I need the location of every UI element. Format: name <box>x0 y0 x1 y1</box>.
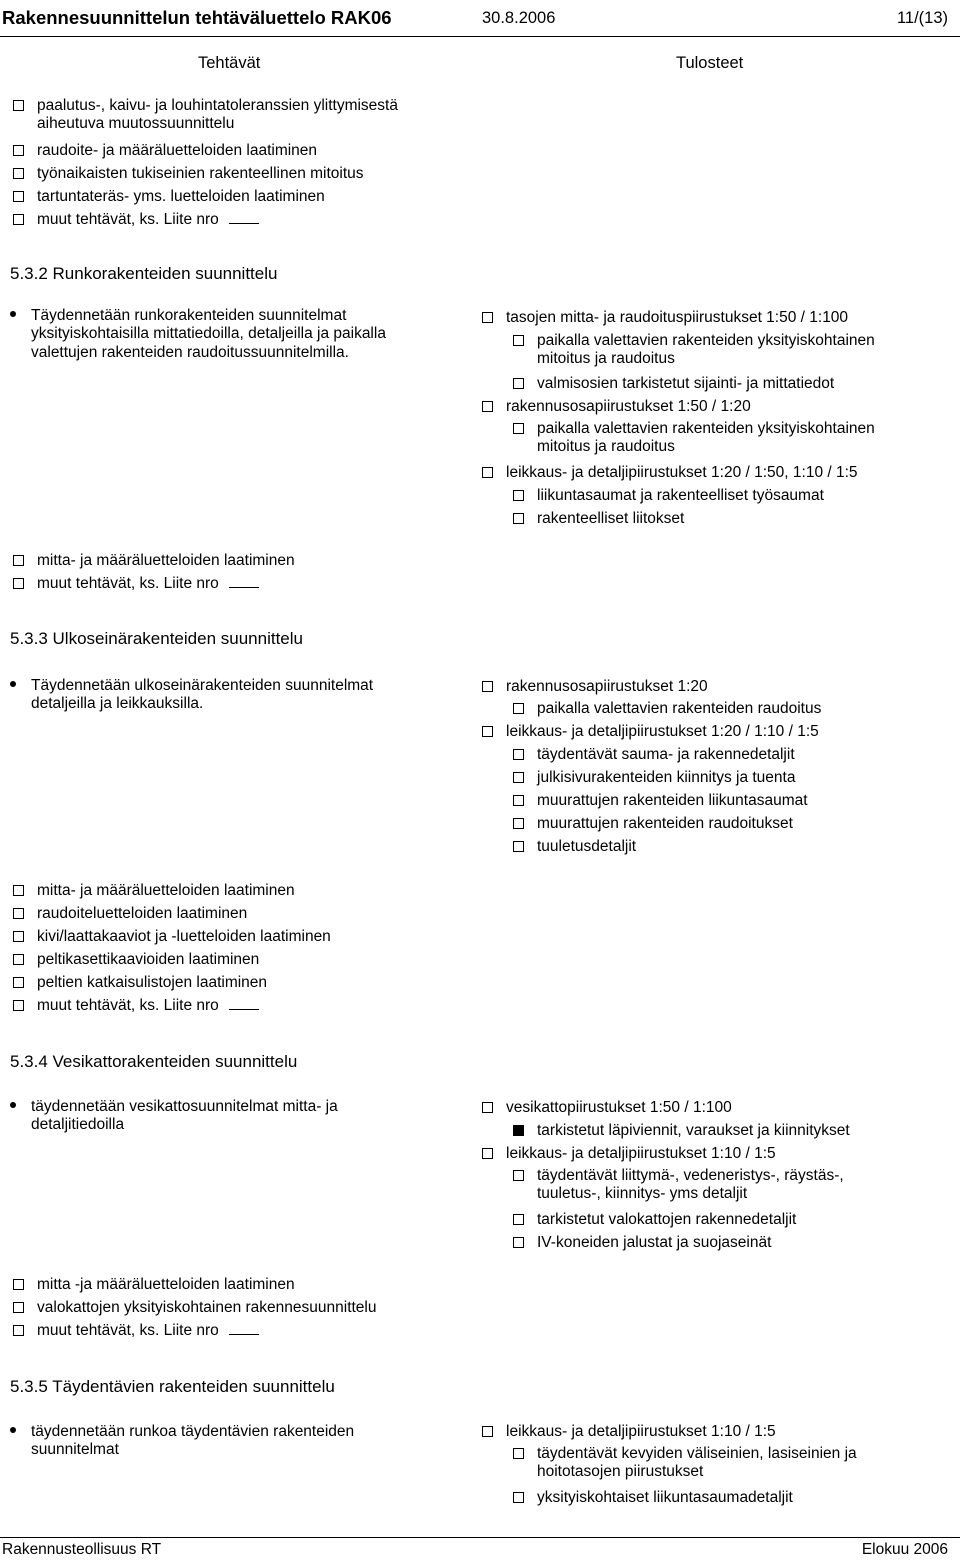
checkbox-icon[interactable] <box>513 703 524 714</box>
task-item: mitta- ja määräluetteloiden laatiminen <box>13 882 295 900</box>
output-subitem: julkisivurakenteiden kiinnitys ja tuenta <box>513 769 795 787</box>
checkbox-icon[interactable] <box>13 168 24 179</box>
column-heading-tasks: Tehtävät <box>198 54 261 72</box>
checkbox-icon[interactable] <box>482 467 493 478</box>
checkbox-icon[interactable] <box>482 401 493 412</box>
checkbox-icon[interactable] <box>513 335 524 346</box>
checkbox-icon[interactable] <box>482 726 493 737</box>
attachment-number-blank[interactable] <box>229 575 259 588</box>
attachment-number-blank[interactable] <box>229 1322 259 1335</box>
section-heading-5-3-2: 5.3.2 Runkorakenteiden suunnittelu <box>10 264 278 283</box>
output-item: leikkaus- ja detaljipiirustukset 1:20 / 1:50, 1:10 / 1:5 <box>482 464 858 482</box>
task-item: kivi/laattakaaviot ja -luetteloiden laatiminen <box>13 928 331 946</box>
output-item: leikkaus- ja detaljipiirustukset 1:10 / 1:5 <box>482 1145 776 1163</box>
checked-checkbox-icon[interactable] <box>513 1125 524 1136</box>
output-subitem: valmisosien tarkistetut sijainti- ja mittatiedot <box>513 375 834 393</box>
checkbox-icon[interactable] <box>513 1170 524 1181</box>
output-subitem: täydentävät sauma- ja rakennedetaljit <box>513 746 795 764</box>
document-date: 30.8.2006 <box>482 9 556 27</box>
bullet-description: täydennetään runkoa täydentävien rakenteiden suunnitelmat <box>10 1423 354 1460</box>
checkbox-icon[interactable] <box>513 490 524 501</box>
bullet-description: täydennetään vesikattosuunnitelmat mitta- ja detaljitiedoilla <box>10 1098 338 1135</box>
checkbox-icon[interactable] <box>482 312 493 323</box>
checkbox-icon[interactable] <box>13 1325 24 1336</box>
checkbox-icon[interactable] <box>13 214 24 225</box>
output-subitem: paikalla valettavien rakenteiden yksityiskohtainen mitoitus ja raudoitus <box>513 332 875 369</box>
attachment-number-blank[interactable] <box>229 211 259 224</box>
task-item: peltien katkaisulistojen laatiminen <box>13 974 267 992</box>
checkbox-icon[interactable] <box>13 977 24 988</box>
checkbox-icon[interactable] <box>513 818 524 829</box>
task-item: muut tehtävät, ks. Liite nro <box>13 1322 259 1340</box>
section-heading-5-3-4: 5.3.4 Vesikattorakenteiden suunnittelu <box>10 1052 298 1071</box>
checkbox-icon[interactable] <box>13 885 24 896</box>
bullet-icon <box>10 1427 16 1433</box>
checkbox-icon[interactable] <box>513 1448 524 1459</box>
task-item: muut tehtävät, ks. Liite nro <box>13 575 259 593</box>
checkbox-icon[interactable] <box>13 100 24 111</box>
bullet-description: Täydennetään ulkoseinärakenteiden suunnitelmat detaljeilla ja leikkauksilla. <box>10 677 373 714</box>
checkbox-icon[interactable] <box>13 931 24 942</box>
checkbox-icon[interactable] <box>513 378 524 389</box>
attachment-number-blank[interactable] <box>229 997 259 1010</box>
section-heading-5-3-5: 5.3.5 Täydentävien rakenteiden suunnittelu <box>10 1377 335 1396</box>
output-item: leikkaus- ja detaljipiirustukset 1:20 / 1:10 / 1:5 <box>482 723 819 741</box>
page-header <box>0 0 960 37</box>
checkbox-icon[interactable] <box>13 908 24 919</box>
output-subitem: liikuntasaumat ja rakenteelliset työsaumat <box>513 487 824 505</box>
page-footer <box>0 1537 960 1560</box>
task-item: paalutus-, kaivu- ja louhintatoleranssien ylittymisestä aiheutuva muutossuunnittelu <box>13 97 398 134</box>
checkbox-icon[interactable] <box>513 423 524 434</box>
checkbox-icon[interactable] <box>13 578 24 589</box>
task-item: mitta -ja määräluetteloiden laatiminen <box>13 1276 295 1294</box>
checkbox-icon[interactable] <box>482 681 493 692</box>
task-item: raudoite- ja määräluetteloiden laatiminen <box>13 142 317 160</box>
document-title: Rakennesuunnittelun tehtäväluettelo RAK06 <box>2 7 392 28</box>
output-subitem: muurattujen rakenteiden raudoitukset <box>513 815 793 833</box>
checkbox-icon[interactable] <box>513 749 524 760</box>
checkbox-icon[interactable] <box>513 841 524 852</box>
output-subitem: täydentävät liittymä-, vedeneristys-, räystäs-, tuuletus-, kiinnitys- yms detaljit <box>513 1167 844 1204</box>
output-subitem: IV-koneiden jalustat ja suojaseinät <box>513 1234 771 1252</box>
output-subitem: paikalla valettavien rakenteiden yksityiskohtainen mitoitus ja raudoitus <box>513 420 875 457</box>
checkbox-icon[interactable] <box>513 795 524 806</box>
page-number: 11/(13) <box>896 9 948 27</box>
output-item: vesikattopiirustukset 1:50 / 1:100 <box>482 1099 732 1117</box>
checkbox-icon[interactable] <box>513 1492 524 1503</box>
output-subitem: tuuletusdetaljit <box>513 838 636 856</box>
checkbox-icon[interactable] <box>482 1102 493 1113</box>
task-item: mitta- ja määräluetteloiden laatiminen <box>13 552 295 570</box>
task-item: valokattojen yksityiskohtainen rakennesuunnittelu <box>13 1299 377 1317</box>
footer-publisher: Rakennusteollisuus RT <box>2 1541 162 1558</box>
checkbox-icon[interactable] <box>13 1000 24 1011</box>
output-item: rakennusosapiirustukset 1:20 <box>482 678 708 696</box>
bullet-icon <box>10 1102 16 1108</box>
checkbox-icon[interactable] <box>13 1279 24 1290</box>
column-heading-outputs: Tulosteet <box>676 54 744 72</box>
task-item: raudoiteluetteloiden laatiminen <box>13 905 247 923</box>
output-item: tasojen mitta- ja raudoituspiirustukset 1:50 / 1:100 <box>482 309 848 327</box>
output-subitem: tarkistetut valokattojen rakennedetaljit <box>513 1211 796 1229</box>
checkbox-icon[interactable] <box>482 1148 493 1159</box>
output-subitem: paikalla valettavien rakenteiden raudoitus <box>513 700 821 718</box>
bullet-icon <box>10 311 16 317</box>
task-item: työnaikaisten tukiseinien rakenteellinen mitoitus <box>13 165 364 183</box>
output-subitem: yksityiskohtaiset liikuntasaumadetaljit <box>513 1489 793 1507</box>
output-subitem: täydentävät kevyiden väliseinien, lasiseinien ja hoitotasojen piirustukset <box>513 1445 857 1482</box>
bullet-icon <box>10 681 16 687</box>
output-subitem: rakenteelliset liitokset <box>513 510 684 528</box>
checkbox-icon[interactable] <box>13 1302 24 1313</box>
task-item: tartuntateräs- yms. luetteloiden laatiminen <box>13 188 325 206</box>
task-item: muut tehtävät, ks. Liite nro <box>13 211 259 229</box>
output-subitem: muurattujen rakenteiden liikuntasaumat <box>513 792 808 810</box>
checkbox-icon[interactable] <box>513 513 524 524</box>
footer-date: Elokuu 2006 <box>861 1541 948 1558</box>
section-heading-5-3-3: 5.3.3 Ulkoseinärakenteiden suunnittelu <box>10 629 303 648</box>
output-item: leikkaus- ja detaljipiirustukset 1:10 / 1:5 <box>482 1423 776 1441</box>
checkbox-icon[interactable] <box>482 1426 493 1437</box>
checkbox-icon[interactable] <box>513 772 524 783</box>
checkbox-icon[interactable] <box>13 191 24 202</box>
checkbox-icon[interactable] <box>13 555 24 566</box>
task-item: muut tehtävät, ks. Liite nro <box>13 997 259 1015</box>
checkbox-icon[interactable] <box>13 954 24 965</box>
output-subitem: tarkistetut läpiviennit, varaukset ja kiinnitykset <box>513 1122 850 1140</box>
output-item: rakennusosapiirustukset 1:50 / 1:20 <box>482 398 751 416</box>
checkbox-icon[interactable] <box>513 1237 524 1248</box>
bullet-description: Täydennetään runkorakenteiden suunnitelmat yksityiskohtaisilla mittatiedoilla, detaljeilla ja paikalla valettujen rakenteiden raudoitussuunnitelmilla. <box>10 307 386 362</box>
task-item: peltikasettikaavioiden laatiminen <box>13 951 259 969</box>
checkbox-icon[interactable] <box>13 145 24 156</box>
checkbox-icon[interactable] <box>513 1214 524 1225</box>
